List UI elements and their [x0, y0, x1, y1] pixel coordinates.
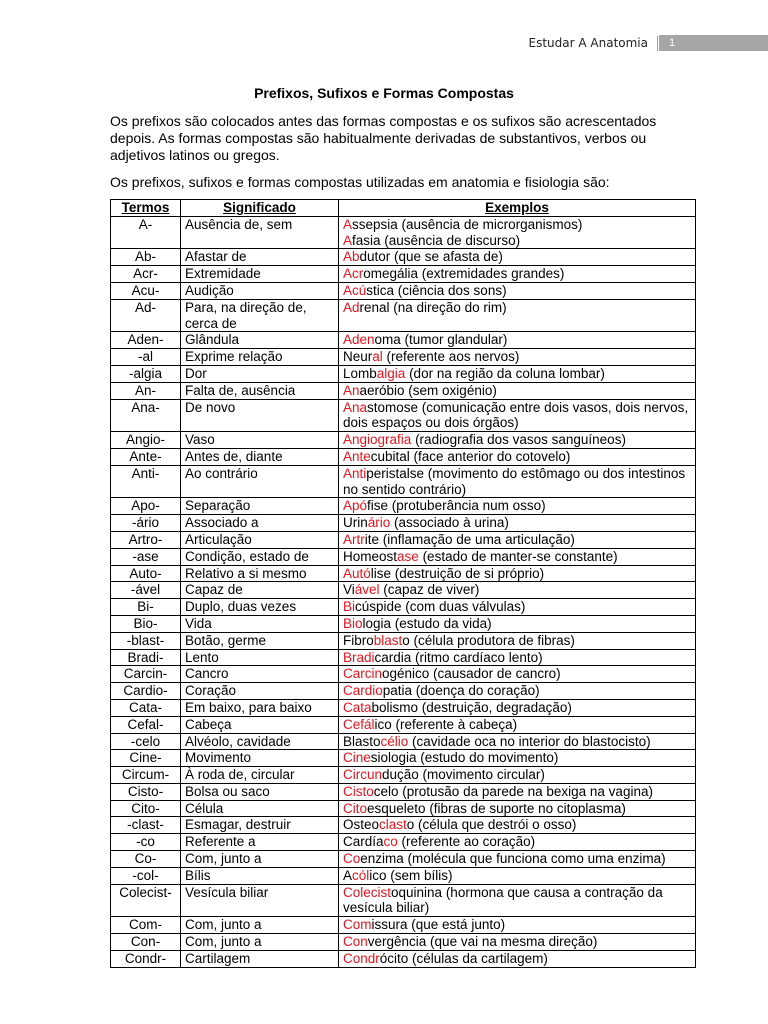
table-row: [111, 834, 696, 851]
example-cell: Assepsia (ausência de microrganismos) Afasia (ausência de discurso): [339, 216, 696, 249]
table-row: [111, 783, 696, 800]
table-row: [111, 565, 696, 582]
highlighted-term: Autó: [343, 565, 371, 581]
meaning-cell: Capaz de: [181, 582, 339, 599]
meaning-cell: Com, junto a: [181, 917, 339, 934]
term-cell: Circum-: [111, 767, 181, 784]
meaning-cell: Glândula: [181, 332, 339, 349]
table-row: [111, 750, 696, 767]
meaning-cell: Condição, estado de: [181, 548, 339, 565]
highlighted-term: Circun: [343, 767, 383, 783]
meaning-cell: Dor: [181, 365, 339, 382]
table-row: [111, 498, 696, 515]
terms-table: [110, 199, 696, 968]
term-cell: -ário: [111, 515, 181, 532]
highlighted-term: Com: [343, 917, 372, 933]
highlighted-term: Artr: [343, 531, 365, 547]
term-cell: Carcin-: [111, 666, 181, 683]
table-row: [111, 399, 696, 432]
highlighted-term: Acú: [343, 282, 367, 298]
term-cell: A-: [111, 216, 181, 249]
table-row: [111, 382, 696, 399]
example-cell: Osteoclasto (célula que destrói o osso): [339, 817, 696, 834]
highlighted-term: Apó: [343, 498, 368, 514]
example-cell: Artrite (inflamação de uma articulação): [339, 531, 696, 548]
table-row: [111, 800, 696, 817]
term-cell: Cata-: [111, 699, 181, 716]
highlighted-term: ário: [367, 515, 391, 531]
lead-paragraph: Os prefixos, sufixos e formas compostas utilizadas em anatomia e fisiologia são:: [110, 174, 610, 190]
meaning-cell: Cancro: [181, 666, 339, 683]
table-row: [111, 615, 696, 632]
term-cell: Auto-: [111, 565, 181, 582]
highlighted-term: Angiografia: [343, 432, 412, 448]
term-cell: Cito-: [111, 800, 181, 817]
highlighted-term: Cardio: [343, 683, 383, 699]
example-cell: Cistocelo (protusão da parede na bexiga na vagina): [339, 783, 696, 800]
meaning-cell: De novo: [181, 399, 339, 432]
example-cell: Viável (capaz de viver): [339, 582, 696, 599]
example-cell: Antecubital (face anterior do cotovelo): [339, 448, 696, 465]
term-cell: Con-: [111, 934, 181, 951]
term-cell: -celo: [111, 733, 181, 750]
highlighted-term: Anti: [343, 465, 367, 481]
header-title: Estudar A Anatomia: [528, 36, 648, 50]
table-row: [111, 465, 696, 498]
term-cell: Colecist-: [111, 884, 181, 917]
intro-paragraph: Os prefixos são colocados antes das formas compostas e os sufixos são acrescentados depois. As formas compostas são habitualmente derivadas de substantivos, verbos ou adjetivos latinos ou gregos.: [110, 113, 657, 163]
highlighted-term: An: [343, 382, 360, 398]
example-cell: Colecistoquinina (hormona que causa a contração da vesícula biliar): [339, 884, 696, 917]
example-cell: Condrócito (células da cartilagem): [339, 950, 696, 967]
table-row: [111, 649, 696, 666]
table-row: [111, 515, 696, 532]
example-cell: Angiografia (radiografia dos vasos sanguíneos): [339, 432, 696, 449]
table-row: [111, 917, 696, 934]
example-cell: Anaeróbio (sem oxigénio): [339, 382, 696, 399]
table-row: [111, 299, 696, 332]
term-cell: Ab-: [111, 249, 181, 266]
table-row: [111, 548, 696, 565]
term-cell: -ável: [111, 582, 181, 599]
example-cell: Adenoma (tumor glandular): [339, 332, 696, 349]
table-row: [111, 282, 696, 299]
table-row: [111, 733, 696, 750]
term-cell: Condr-: [111, 950, 181, 967]
highlighted-term: ase: [397, 548, 419, 564]
meaning-cell: Bílis: [181, 867, 339, 884]
highlighted-term: Cisto: [343, 783, 374, 799]
highlighted-term: Cito: [343, 800, 368, 816]
table-row: [111, 365, 696, 382]
meaning-cell: Movimento: [181, 750, 339, 767]
table-row: [111, 950, 696, 967]
table-row: [111, 699, 696, 716]
term-cell: -al: [111, 349, 181, 366]
highlighted-term: A: [343, 216, 353, 232]
document-title: Prefixos, Sufixos e Formas Compostas: [254, 85, 514, 101]
term-cell: Ana-: [111, 399, 181, 432]
header-divider: [657, 36, 658, 51]
table-row: [111, 448, 696, 465]
meaning-cell: Lento: [181, 649, 339, 666]
table-row: [111, 851, 696, 868]
table-row: [111, 767, 696, 784]
example-cell: Comissura (que está junto): [339, 917, 696, 934]
meaning-cell: Ausência de, sem: [181, 216, 339, 249]
highlighted-term: cól: [352, 867, 370, 883]
highlighted-term: Carcin: [343, 666, 383, 682]
term-cell: Cisto-: [111, 783, 181, 800]
highlighted-term: Aden: [343, 332, 375, 348]
meaning-cell: Alvéolo, cavidade: [181, 733, 339, 750]
term-cell: -co: [111, 834, 181, 851]
term-cell: An-: [111, 382, 181, 399]
table-row: [111, 216, 696, 249]
table-row: [111, 884, 696, 917]
example-cell: Apófise (protuberância num osso): [339, 498, 696, 515]
highlighted-term: Ana: [343, 399, 368, 415]
example-cell: Blastocélio (cavidade oca no interior do blastocisto): [339, 733, 696, 750]
meaning-cell: Bolsa ou saco: [181, 783, 339, 800]
example-cell: Fibroblasto (célula produtora de fibras): [339, 632, 696, 649]
meaning-cell: Afastar de: [181, 249, 339, 266]
meaning-cell: À roda de, circular: [181, 767, 339, 784]
example-cell: Catabolismo (destruição, degradação): [339, 699, 696, 716]
term-cell: Apo-: [111, 498, 181, 515]
meaning-cell: Com, junto a: [181, 934, 339, 951]
example-cell: Autólise (destruição de si próprio): [339, 565, 696, 582]
example-cell: Lombalgia (dor na região da coluna lombar): [339, 365, 696, 382]
example-cell: Anastomose (comunicação entre dois vasos, dois nervos, dois espaços ou dois órgãos): [339, 399, 696, 432]
example-cell: Citoesqueleto (fibras de suporte no citoplasma): [339, 800, 696, 817]
highlighted-term: A: [343, 232, 353, 248]
meaning-cell: Botão, germe: [181, 632, 339, 649]
page-number: 1: [659, 35, 768, 51]
term-cell: Bradi-: [111, 649, 181, 666]
meaning-cell: Audição: [181, 282, 339, 299]
highlighted-term: Colecist: [343, 884, 392, 900]
meaning-cell: Antes de, diante: [181, 448, 339, 465]
example-cell: Cardiopatia (doença do coração): [339, 683, 696, 700]
highlighted-term: Acr: [343, 266, 364, 282]
highlighted-term: blast: [373, 632, 403, 648]
term-cell: Cardio-: [111, 683, 181, 700]
example-cell: Urinário (associado à urina): [339, 515, 696, 532]
meaning-cell: Para, na direção de, cerca de: [181, 299, 339, 332]
table-row: [111, 249, 696, 266]
example-cell: Cardíaco (referente ao coração): [339, 834, 696, 851]
example-cell: Abdutor (que se afasta de): [339, 249, 696, 266]
column-header-examples: Exemplos: [339, 200, 696, 217]
meaning-cell: Vesícula biliar: [181, 884, 339, 917]
table-row: [111, 934, 696, 951]
example-cell: Acólico (sem bílis): [339, 867, 696, 884]
term-cell: Cine-: [111, 750, 181, 767]
highlighted-term: célio: [380, 733, 409, 749]
example-cell: Adrenal (na direção do rim): [339, 299, 696, 332]
highlighted-term: Ante: [343, 448, 371, 464]
table-row: [111, 582, 696, 599]
example-cell: Acromegália (extremidades grandes): [339, 266, 696, 283]
meaning-cell: Exprime relação: [181, 349, 339, 366]
term-cell: Artro-: [111, 531, 181, 548]
highlighted-term: Ab: [343, 249, 360, 265]
meaning-cell: Vida: [181, 615, 339, 632]
table-row: [111, 716, 696, 733]
meaning-cell: Separação: [181, 498, 339, 515]
highlighted-term: Cefál: [343, 716, 375, 732]
highlighted-term: Co: [343, 851, 361, 867]
term-cell: Aden-: [111, 332, 181, 349]
meaning-cell: Célula: [181, 800, 339, 817]
meaning-cell: Ao contrário: [181, 465, 339, 498]
highlighted-term: algia: [376, 365, 406, 381]
table-row: [111, 817, 696, 834]
highlighted-term: Ad: [343, 299, 360, 315]
highlighted-term: Con: [343, 934, 368, 950]
table-header-row: [111, 200, 696, 217]
example-cell: Biologia (estudo da vida): [339, 615, 696, 632]
column-header-terms: Termos: [111, 200, 181, 217]
example-cell: Circundução (movimento circular): [339, 767, 696, 784]
highlighted-term: Bio: [343, 615, 363, 631]
term-cell: -col-: [111, 867, 181, 884]
meaning-cell: Extremidade: [181, 266, 339, 283]
term-cell: Angio-: [111, 432, 181, 449]
table-row: [111, 349, 696, 366]
term-cell: Co-: [111, 851, 181, 868]
meaning-cell: Articulação: [181, 531, 339, 548]
example-cell: Coenzima (molécula que funciona como uma enzima): [339, 851, 696, 868]
highlighted-term: Bradi: [343, 649, 375, 665]
highlighted-term: Bi: [343, 599, 356, 615]
highlighted-term: ável: [354, 582, 380, 598]
term-cell: -algia: [111, 365, 181, 382]
term-cell: Ad-: [111, 299, 181, 332]
example-cell: Cefálico (referente à cabeça): [339, 716, 696, 733]
meaning-cell: Duplo, duas vezes: [181, 599, 339, 616]
term-cell: -clast-: [111, 817, 181, 834]
meaning-cell: Com, junto a: [181, 851, 339, 868]
highlighted-term: clast: [379, 817, 407, 833]
meaning-cell: Esmagar, destruir: [181, 817, 339, 834]
highlighted-term: al: [372, 349, 383, 365]
table-row: [111, 867, 696, 884]
meaning-cell: Falta de, ausência: [181, 382, 339, 399]
highlighted-term: Cata: [343, 699, 372, 715]
meaning-cell: Vaso: [181, 432, 339, 449]
example-cell: Antiperistalse (movimento do estômago ou dos intestinos no sentido contrário): [339, 465, 696, 498]
table-row: [111, 683, 696, 700]
example-cell: Bradicardia (ritmo cardíaco lento): [339, 649, 696, 666]
running-header: [0, 34, 768, 52]
column-header-meaning: Significado: [181, 200, 339, 217]
term-cell: Acu-: [111, 282, 181, 299]
meaning-cell: Coração: [181, 683, 339, 700]
example-cell: Acústica (ciência dos sons): [339, 282, 696, 299]
example-cell: Homeostase (estado de manter-se constante): [339, 548, 696, 565]
example-cell: Bicúspide (com duas válvulas): [339, 599, 696, 616]
example-cell: Convergência (que vai na mesma direção): [339, 934, 696, 951]
term-cell: Com-: [111, 917, 181, 934]
table-row: [111, 599, 696, 616]
term-cell: -blast-: [111, 632, 181, 649]
meaning-cell: Cabeça: [181, 716, 339, 733]
table-row: [111, 266, 696, 283]
meaning-cell: Cartilagem: [181, 950, 339, 967]
term-cell: Ante-: [111, 448, 181, 465]
example-cell: Neural (referente aos nervos): [339, 349, 696, 366]
highlighted-term: Condr: [343, 950, 380, 966]
example-cell: Cinesiologia (estudo do movimento): [339, 750, 696, 767]
term-cell: Cefal-: [111, 716, 181, 733]
table-row: [111, 632, 696, 649]
term-cell: Anti-: [111, 465, 181, 498]
meaning-cell: Associado a: [181, 515, 339, 532]
table-row: [111, 666, 696, 683]
highlighted-term: co: [383, 834, 398, 850]
table-row: [111, 332, 696, 349]
term-cell: Bio-: [111, 615, 181, 632]
term-cell: -ase: [111, 548, 181, 565]
example-cell: Carcinogénico (causador de cancro): [339, 666, 696, 683]
term-cell: Acr-: [111, 266, 181, 283]
term-cell: Bi-: [111, 599, 181, 616]
meaning-cell: Relativo a si mesmo: [181, 565, 339, 582]
table-row: [111, 531, 696, 548]
table-row: [111, 432, 696, 449]
meaning-cell: Referente a: [181, 834, 339, 851]
meaning-cell: Em baixo, para baixo: [181, 699, 339, 716]
highlighted-term: Cine: [343, 750, 371, 766]
